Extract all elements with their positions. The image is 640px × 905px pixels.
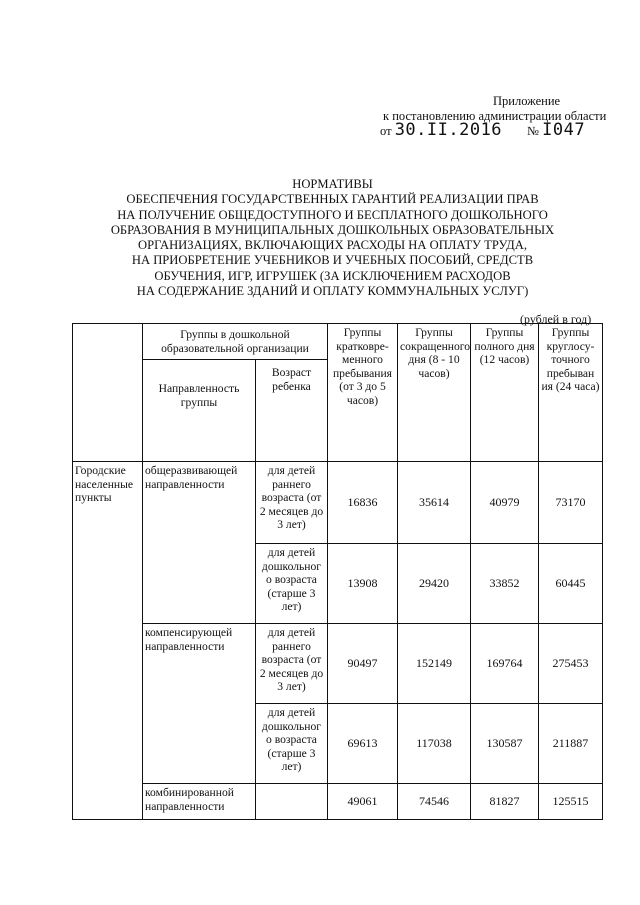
value-cell: 16836 <box>328 462 398 544</box>
value-cell: 125515 <box>539 784 603 820</box>
title-line: ОБРАЗОВАНИЯ В МУНИЦИПАЛЬНЫХ ДОШКОЛЬНЫХ ОБРАЗОВАТЕЛЬНЫХ <box>110 222 555 237</box>
direction-cell: общеразвивающей направленности <box>143 462 256 624</box>
value-cell: 60445 <box>539 544 603 624</box>
appendix-title: Приложение <box>493 94 561 108</box>
header-groups-in-org: Группы в дошкольной образовательной организации <box>143 324 328 360</box>
header-reduced-day: Группы сокращенного дня (8 - 10 часов) <box>398 324 471 462</box>
header-full-day: Группы полного дня (12 часов) <box>471 324 539 462</box>
header-round-clock: Группы круглосу-точного пребыван ия (24 часа) <box>539 324 603 462</box>
document-title <box>100 177 565 299</box>
age-cell <box>256 784 328 820</box>
title-line: ОРГАНИЗАЦИЯХ, ВКЛЮЧАЮЩИХ РАСХОДЫ НА ОПЛАТУ ТРУДА, <box>137 238 527 253</box>
value-cell: 29420 <box>398 544 471 624</box>
value-cell: 33852 <box>471 544 539 624</box>
header-age: Возраст ребенка <box>256 360 328 462</box>
header-empty-cell <box>73 324 143 462</box>
title-line: НА СОДЕРЖАНИЕ ЗДАНИЙ И ОПЛАТУ КОММУНАЛЬНЫХ УСЛУГ) <box>136 284 529 299</box>
settlement-type: Городские населенные пункты <box>73 462 143 820</box>
number-prefix: № <box>527 124 539 138</box>
header-row-1 <box>73 324 603 360</box>
direction-cell: компенсирующей направленности <box>143 624 256 784</box>
value-cell: 90497 <box>328 624 398 704</box>
header-direction: Направленность группы <box>143 360 256 462</box>
value-cell: 117038 <box>398 704 471 784</box>
age-cell: для детей раннего возраста (от 2 месяцев до 3 лет) <box>256 624 328 704</box>
title-line: НА ПРИОБРЕТЕНИЕ УЧЕБНИКОВ И УЧЕБНЫХ ПОСОБИЙ, СРЕДСТВ <box>131 253 534 268</box>
value-cell: 169764 <box>471 624 539 704</box>
value-cell: 211887 <box>539 704 603 784</box>
appendix-reference: к постановлению администрации области <box>383 109 607 123</box>
value-cell: 81827 <box>471 784 539 820</box>
table-row <box>73 462 603 544</box>
table-row <box>73 784 603 820</box>
decree-number: I047 <box>542 120 586 140</box>
header-short-stay: Группы кратковре-менного пребывания (от 3 до 5 часов) <box>328 324 398 462</box>
value-cell: 40979 <box>471 462 539 544</box>
value-cell: 35614 <box>398 462 471 544</box>
appendix-date-line <box>380 120 586 140</box>
title-heading: НОРМАТИВЫ <box>292 177 373 191</box>
unit-label: (рублей в год) <box>520 312 592 326</box>
value-cell: 73170 <box>539 462 603 544</box>
value-cell: 74546 <box>398 784 471 820</box>
direction-cell: комбинированной направленности <box>143 784 256 820</box>
value-cell: 275453 <box>539 624 603 704</box>
value-cell: 13908 <box>328 544 398 624</box>
date-prefix: от <box>380 124 392 138</box>
norms-table <box>72 323 603 820</box>
decree-date: 30.II.2016 <box>394 120 503 140</box>
value-cell: 49061 <box>328 784 398 820</box>
value-cell: 130587 <box>471 704 539 784</box>
title-line: ОБЕСПЕЧЕНИЯ ГОСУДАРСТВЕННЫХ ГАРАНТИЙ РЕАЛИЗАЦИИ ПРАВ <box>126 192 539 207</box>
title-line: ОБУЧЕНИЯ, ИГР, ИГРУШЕК (ЗА ИСКЛЮЧЕНИЕМ РАСХОДОВ <box>154 268 511 283</box>
table-row <box>73 624 603 704</box>
age-cell: для детей дошкольног о возраста (старше 3 лет) <box>256 704 328 784</box>
age-cell: для детей дошкольног о возраста (старше 3 лет) <box>256 544 328 624</box>
value-cell: 69613 <box>328 704 398 784</box>
title-line: НА ПОЛУЧЕНИЕ ОБЩЕДОСТУПНОГО И БЕСПЛАТНОГО ДОШКОЛЬНОГО <box>117 207 548 222</box>
age-cell: для детей раннего возраста (от 2 месяцев до 3 лет) <box>256 462 328 544</box>
value-cell: 152149 <box>398 624 471 704</box>
